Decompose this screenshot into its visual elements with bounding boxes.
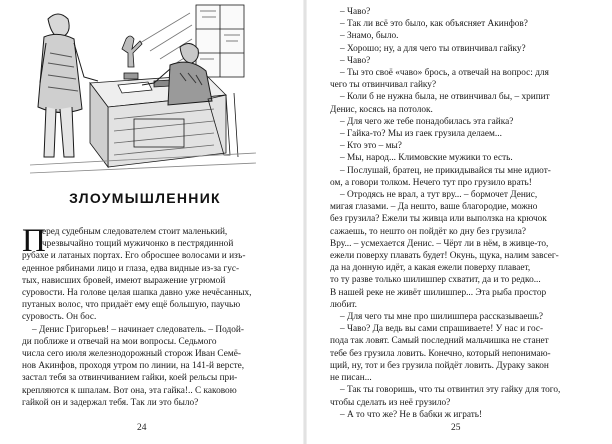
text-line: без грузила? Ежели ты живца или выползка на крючок (330, 214, 547, 225)
text-line: застал тебя за отвинчиванием гайки, коей рельсы при- (22, 373, 238, 384)
left-page (0, 0, 305, 444)
text-line: – Так ты говоришь, что ты отвинтил эту гайку для того, (340, 385, 561, 396)
text-line: пода так ловят. Самый последний мальчишка не станет (330, 336, 549, 347)
text-line: чрезвычайно тощий мужичонко в пестрядинной (42, 239, 234, 250)
text-line: не писан... (330, 373, 372, 384)
text-line: – Ты это своё «чаво» брось, а отвечай на вопрос: для (340, 68, 549, 79)
text-line: рубахе и латаных портах. Его обросшее волосами и изъ- (22, 251, 246, 262)
text-line: то ту разве только шилишпер схватит, да и то редко... (330, 275, 541, 286)
page-number-right: 25 (451, 423, 461, 433)
left-text (22, 223, 252, 409)
text-line: крепляются к шпалам. Вот она, эта гайка!.. С каковою (22, 385, 237, 396)
text-line: тых, нависших бровей, имеют выражение угрюмой (22, 275, 226, 286)
text-line: сажаешь, то нешто он пойдёт ко дну без грузила? (330, 226, 527, 237)
text-line: да на донную идёт, а какая ежели поверху плавает, (330, 263, 531, 274)
text-line: – Коли б не нужна была, не отвинчивал бы, – хрипит (340, 92, 550, 103)
text-line: ом, а говори толком. Нечего тут про грузило врать! (330, 177, 532, 188)
text-line: чего ты отвинчивал гайку? (330, 80, 437, 91)
text-line: суровость. Он бос. (22, 312, 97, 323)
text-line: – Знамо, было. (340, 31, 399, 42)
text-line: тебе без грузила ловить. Конечно, который непонимаю- (330, 348, 551, 359)
text-line: – Денис Григорьев! – начинает следователь. – Подой- (32, 324, 244, 335)
page-number-left: 24 (137, 423, 147, 433)
text-line: – Хорошо; ну, а для чего ты отвинчивал гайку? (340, 43, 526, 54)
text-line: – А то что же? Не в бабки ж играть! (340, 409, 483, 420)
text-line: – Кто это – мы? (340, 141, 402, 152)
text-line: любит. (330, 299, 357, 310)
text-line: – Для чего же тебе понадобилась эта гайка? (340, 116, 514, 127)
text-line: – Послушай, братец, не прикидывайся ты мне идиот- (340, 165, 551, 176)
text-line: путаных волос, что придаёт ему ещё большую, паучью (22, 300, 241, 311)
text-line: – Для чего ты мне про шилишпера рассказываешь? (340, 312, 544, 323)
text-line: ди поближе и отвечай на мои вопросы. Седьмого (22, 336, 217, 347)
engraving-illustration (30, 3, 256, 177)
drop-cap: П (22, 223, 46, 259)
text-line: нов Акинфов, проходя утром по линии, на 141-й версте, (22, 361, 245, 372)
text-line: Вру... – усмехается Денис. – Чёрт ли в нём, в живце-то, (330, 238, 549, 249)
text-line: числа сего июля железнодорожный сторож Иван Семё- (22, 349, 241, 360)
text-line: мигая глазами. – Да нешто, ваше благородие, можно (330, 202, 538, 213)
text-line: – Чаво? (340, 55, 371, 66)
right-text (330, 6, 560, 421)
text-line: – Гайка-то? Мы из гаек грузила делаем... (340, 129, 502, 140)
text-line: – Мы, народ... Климовские мужики то есть. (340, 153, 513, 164)
text-line: еденное рябинами лицо и глаза, едва видные из-за гус- (22, 263, 240, 274)
text-line: гайкой он и задержал тебя. Так ли это было? (22, 397, 199, 408)
text-line: Денис, косясь на потолок. (330, 104, 433, 115)
text-line: – Чаво? (340, 7, 371, 17)
text-line: – Так ли всё это было, как объясняет Акинфов? (340, 19, 528, 30)
text-line: еред судебным следователем стоит маленький, (42, 227, 228, 237)
text-line: чтобы сделать из неё грузило? (330, 397, 451, 408)
text-line: ежели поверху плавать будет! Окунь, щука, налим завсег- (330, 251, 559, 262)
text-line: – Чаво? Да ведь вы сами спрашиваете! У нас и гос- (340, 324, 544, 335)
story-title: ЗЛОУМЫШЛЕННИК (69, 190, 221, 206)
text-line: суровости. На голове целая шапка давно уже нечёсанных, (22, 288, 252, 299)
text-line: щий, ну, тот и без грузила пойдёт ловить. Дураку закон (330, 360, 549, 371)
text-line: – Отродясь не врал, а тут вру... – бормочет Денис, (340, 190, 538, 201)
text-line: В нашей реке не живёт шилишпер... Эта рыба простор (330, 287, 547, 298)
